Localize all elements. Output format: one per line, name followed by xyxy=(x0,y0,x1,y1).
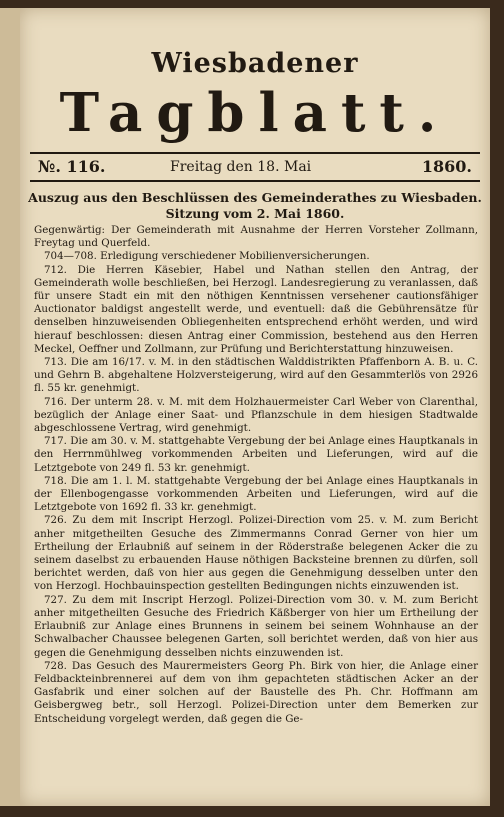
paragraph-718: 718. Die am 1. l. M. stattgehabte Vergebung der bei Anlage eines Hauptkanals in der Ellenbogengasse vorkommenden Arbeiten und Lieferungen, wird auf die Letztgebote von 1692 fl. 33 kr. genehmigt. xyxy=(34,474,478,514)
paragraph-712: 712. Die Herren Käsebier, Habel und Nathan stellen den Antrag, der Gemeinderath wolle beschließen, bei Herzogl. Landesregierung zu veranlassen, daß für unsere Stadt ein mit den nöthigen Kenntnissen versehener cautionsfähiger Auctionator baldigst angestellt werde, und eventuell: daß die Gebührensätze für denselben hinzuweisenden Obliegenheiten entsprechend erhöht werden, und wird hierauf beschlossen: diesen Antrag einer Commission, bestehend aus den Herren Meckel, Oeffner und Zollmann, zur Prüfung und Berichterstattung hinzuweisen. xyxy=(34,263,478,355)
issue-date: Freitag den 18. Mai xyxy=(170,159,312,175)
masthead-title: Tagblatt. xyxy=(59,82,451,144)
article-session: Sitzung vom 2. Mai 1860. xyxy=(165,206,345,221)
paragraph-717: 717. Die am 30. v. M. stattgehabte Vergebung der bei Anlage eines Hauptkanals in den Herrnmühlweg vorkommenden Arbeiten und Lieferungen, wird auf die Letztgebote von 249 fl. 53 kr. genehmigt. xyxy=(34,435,478,474)
issue-number: №. 116. xyxy=(38,157,106,176)
article-body xyxy=(34,224,478,726)
paragraph-present: Gegenwärtig: Der Gemeinderath mit Ausnahme der Herren Vorsteher Zollmann, Freytag und Querfeld. xyxy=(34,224,478,250)
paragraph-713: 713. Die am 16/17. v. M. in den städtischen Walddistrikten Pfaffenborn A. B. u. C. und Gehrn B. abgehaltene Holzversteigerung, wird auf den Gesammterlös von 2926 fl. 55 kr. genehmigt. xyxy=(34,356,478,395)
paragraph-716: 716. Der unterm 28. v. M. mit dem Holzhauermeister Carl Weber von Clarenthal, bezüglich der Anlage einer Saat- und Pflanzschule in dem hiesigen Stadtwalde abgeschlossene Vertrag, wird genehmigt. xyxy=(34,395,478,435)
paragraph-728: 728. Das Gesuch des Maurermeisters Georg Ph. Birk von hier, die Anlage einer Feldbackteinbrennerei auf dem von ihm gepachteten städtischen Acker an der Gasfabrik und einer solchen auf der Baustelle des Ph. Chr. Hoffmann am Geisbergweg betr., soll Herzogl. Polizei-Direction unter dem Bemerken zur Entscheidung vorgelegt werden, daß gegen die Ge- xyxy=(34,659,478,725)
paragraph-704: 704—708. Erledigung verschiedener Mobilienversicherungen. xyxy=(44,250,370,263)
masthead-city: Wiesbadener xyxy=(151,48,359,79)
paragraph-726: 726. Zu dem mit Inscript Herzogl. Polizei-Direction vom 25. v. M. zum Bericht anher mitgetheilten Gesuche des Zimmermanns Conrad Gerner von hier um Ertheilung der Erlaubniß auf seinem in der Röderstraße belegenen Acker die zu seinem daselbst zu erbauenden Hause nöthigen Backsteine brennen zu dürfen, soll berichtet werden, daß von hier aus gegen die Genehmigung desselben unter den von Herzogl. Hochbauinspection gestellten Bedingungen nichts einzuwenden ist. xyxy=(34,514,478,593)
newspaper-page xyxy=(20,8,490,806)
article-headline: Auszug aus den Beschlüssen des Gemeinderathes zu Wiesbaden. xyxy=(28,190,482,205)
paragraph-727: 727. Zu dem mit Inscript Herzogl. Polizei-Direction vom 30. v. M. zum Bericht anher mitgetheilten Gesuche des Friedrich Käßberger von hier um Ertheilung der Erlaubniß zur Anlage eines Brunnens in seinem bei seinem Wohnhause an der Schwalbacher Chaussee belegenen Garten, soll berichtet werden, daß von hier aus gegen die Genehmigung desselben nichts einzuwenden ist. xyxy=(34,593,478,659)
adjacent-page-edge xyxy=(0,8,20,806)
issue-year: 1860. xyxy=(421,157,472,176)
dateline xyxy=(30,152,480,182)
